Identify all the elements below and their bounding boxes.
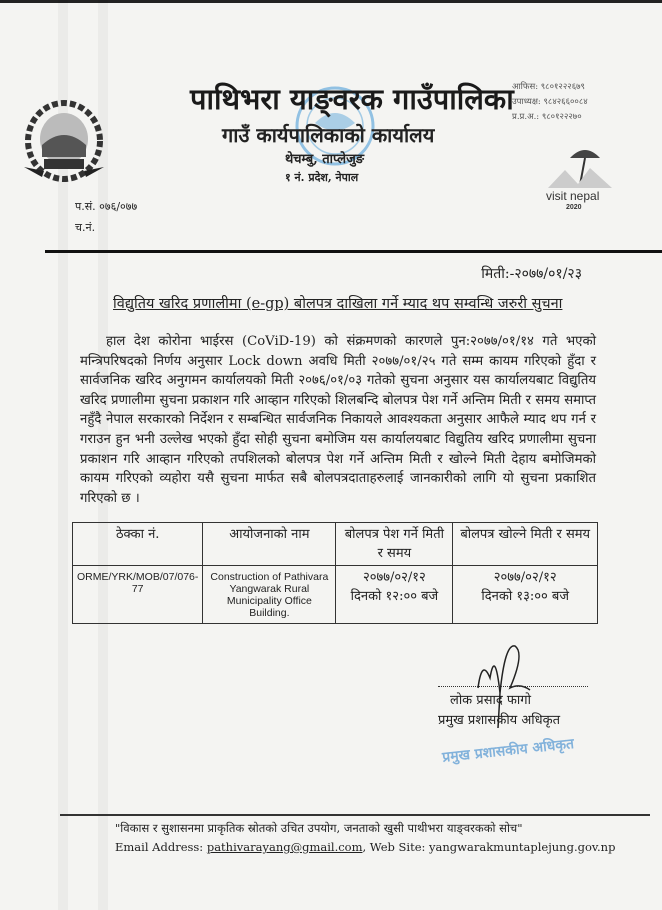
- tender-table: [72, 522, 598, 624]
- footer-motto: "विकास र सुशासनमा प्राकृतिक स्रोतको उचित उपयोग, जनताको खुसी पाथीभरा याङ्वरकको सोच": [115, 821, 523, 835]
- header-contract-no: ठेक्का नं.: [73, 523, 203, 566]
- address-line-1: थेचम्बु, ताप्लेजुङ: [285, 152, 365, 167]
- reference-number: प.सं. ०७६/०७७: [75, 200, 138, 213]
- website-link[interactable]: yangwarakmuntaplejung.gov.np: [429, 840, 616, 854]
- contact-vice-chair: उपाध्यक्ष: ९८४२६६००८४: [512, 97, 588, 107]
- submission-date: २०७७/०२/१२: [362, 570, 426, 586]
- nepal-emblem-logo: [14, 95, 114, 185]
- opening-date: २०७७/०२/१२: [493, 570, 557, 586]
- signatory-name: लोक प्रसाद फागो: [450, 693, 531, 709]
- footer-contact: [115, 839, 615, 855]
- designation-stamp: प्रमुख प्रशासकीय अधिकृत: [441, 736, 575, 767]
- svg-text:visit nepal: visit nepal: [546, 189, 600, 203]
- cell-opening: [453, 566, 598, 624]
- notice-date: मिती:-२०७७/०१/२३: [481, 266, 582, 282]
- header-divider: [45, 250, 662, 253]
- address-line-2: १ नं. प्रदेश, नेपाल: [285, 171, 359, 184]
- signatory-designation: प्रमुख प्रशासकीय अधिकृत: [438, 713, 561, 729]
- footer-divider: [60, 814, 650, 816]
- municipality-title: पाथिभरा याङ्वरक गाउँपालिका: [190, 82, 514, 116]
- visit-nepal-2020-logo: [540, 140, 620, 210]
- cell-submission: [336, 566, 453, 624]
- header-submission-date: बोलपत्र पेश गर्ने मिती र समय: [336, 523, 453, 566]
- website-label: , Web Site:: [362, 840, 426, 854]
- office-subtitle: गाउँ कार्यपालिकाको कार्यालय: [222, 123, 435, 147]
- table-row: [73, 566, 598, 624]
- body-paragraph: हाल देश कोरोना भाईरस (CoViD-19) को संक्रमणको कारणले पुन:२०७७/०१/१४ गते भएको मन्त्रिपरिषदको निर्णय अनुसार Lock down अवधि मिती २०७७/०१/२५ गते सम्म कायम गरिएको हुँदा र सार्वजनिक खरिद अनुगमन कार्यालयको मिती २०७६/०१/०३ गतेको सुचना अनुसार यस कार्यालयबाट विद्युतिय खरिद प्रणालीमा सुचना प्रकाशन गरि आव्हान गरिएको शिलबन्दि बोलपत्र पेश गर्ने अन्तिम मिती र समय समाप्त नहुँदै नेपाल सरकारको निर्देशन र सम्बन्धित सार्वजनिक निकायले आवश्यकता अनुसार आफैले म्याद थप गर्न र गराउन हुन भनी उल्लेख भएको हुँदा सोही सुचना बमोजिम यस कार्यालयबाट विद्युतिय खरिद प्रणालीमा सुचना प्रकाशन गरि आव्हान गरिएको तपशिलको बोलपत्र पेश गर्ने अन्तिम मिती र खोल्ने मिती देहाय बमोजिमको कायम गरिएको व्यहोरा यसै सुचना मार्फत सबै बोलपत्रदाताहरुलाई जानकारीको लागि यो सुचना प्रकाशित गरिएको छ ।: [80, 334, 596, 506]
- contact-cao: प्र.प्र.अ.: ९८०१२२२७०: [512, 112, 582, 122]
- email-link[interactable]: pathivarayang@gmail.com: [206, 840, 363, 854]
- dispatch-number: च.नं.: [75, 221, 96, 234]
- submission-time: दिनको १२:०० बजे: [350, 589, 439, 605]
- contact-office: आफिस: ९८०१२२२६७९: [512, 82, 585, 92]
- signature-line: [438, 686, 588, 687]
- header-opening-date: बोलपत्र खोल्ने मिती र समय: [453, 523, 598, 566]
- email-label: Email Address:: [115, 840, 204, 854]
- cell-contract-no: ORME/YRK/MOB/07/076-77: [73, 566, 203, 624]
- notice-heading: विद्युतिय खरिद प्रणालीमा (e-gp) बोलपत्र दाखिला गर्ने म्याद थप सम्वन्धि जरुरी सुचना: [113, 296, 563, 312]
- cell-project-name: Construction of Pathivara Yangwarak Rural Municipality Office Building.: [203, 566, 336, 624]
- table-header-row: [73, 523, 598, 566]
- notice-body: [80, 332, 596, 508]
- signature-block: [0, 638, 662, 768]
- contact-numbers: [512, 80, 588, 125]
- notice-content: [0, 264, 662, 768]
- header-project-name: आयोजनाको नाम: [203, 523, 336, 566]
- svg-text:2020: 2020: [566, 204, 582, 210]
- opening-time: दिनको १३:०० बजे: [481, 589, 569, 605]
